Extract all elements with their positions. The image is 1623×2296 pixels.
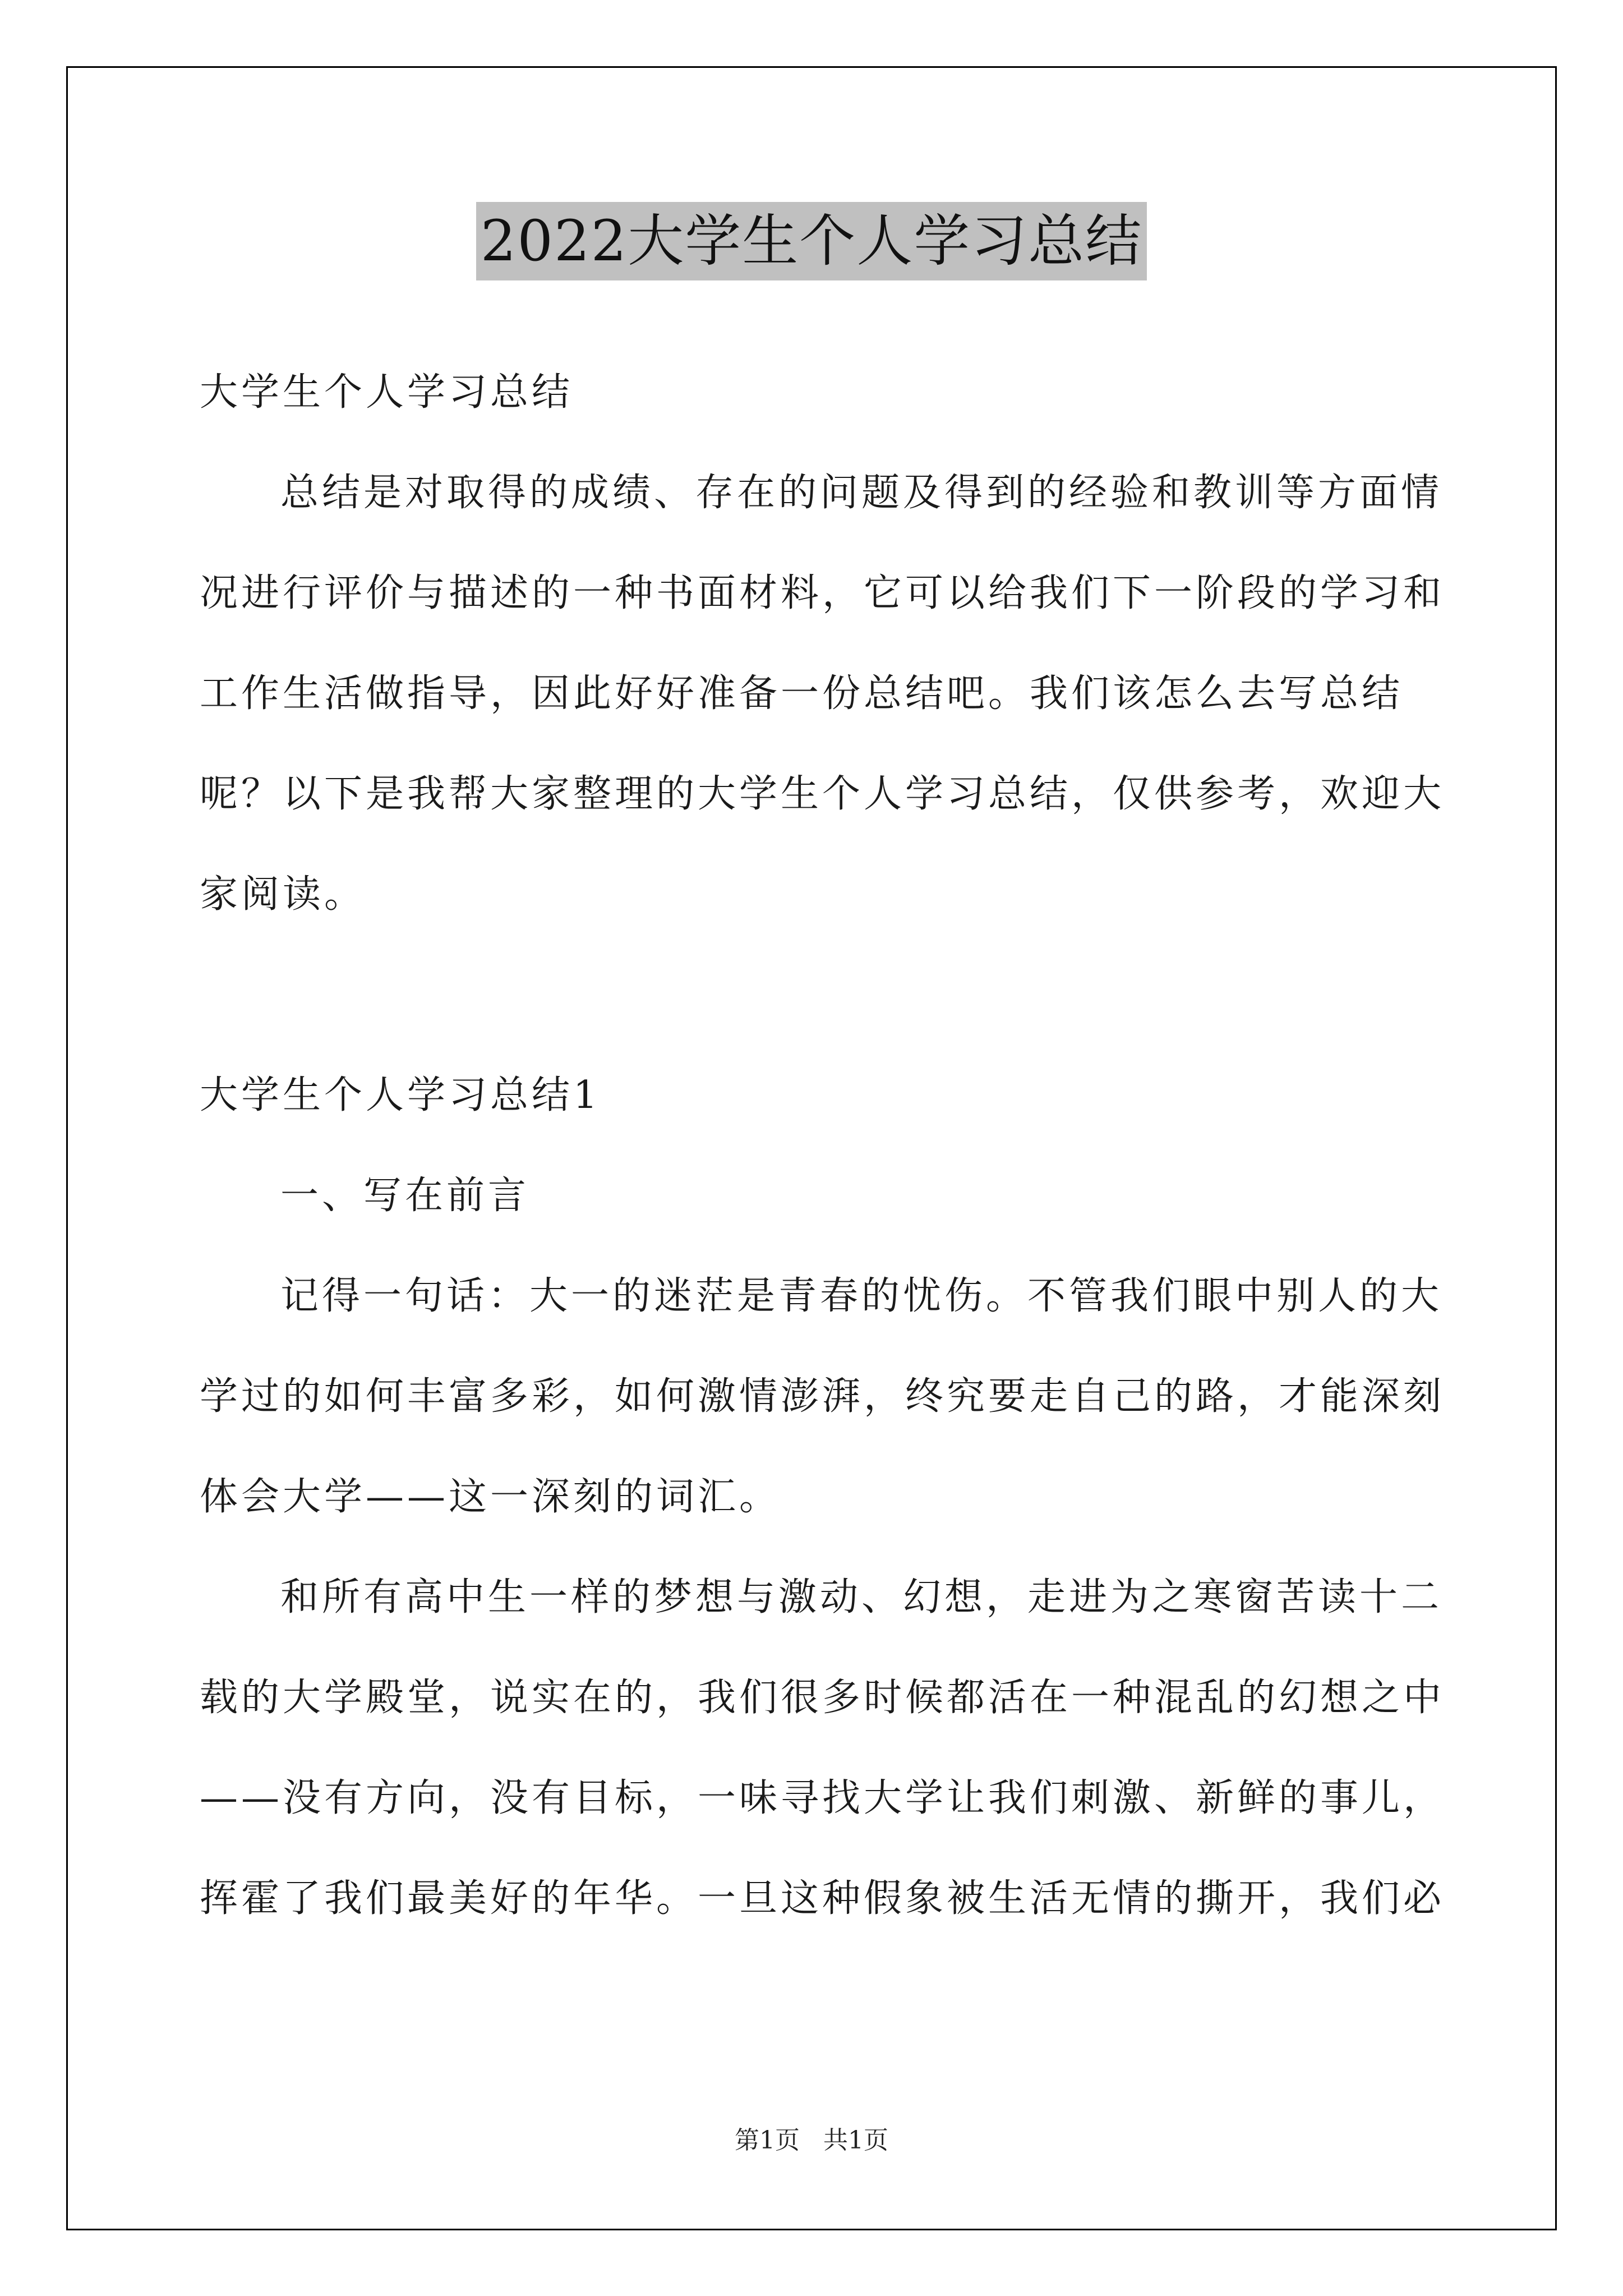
body-paragraph-1: 记得一句话：大一的迷茫是青春的忧伤。不管我们眼中别人的大学过的如何丰富多彩，如何激情澎湃，终究要走自己的路，才能深刻体会大学——这一深刻的词汇。 xyxy=(200,1274,1445,1519)
document-subtitle: 大学生个人学习总结 xyxy=(200,370,574,415)
subsection-heading: 一、写在前言 xyxy=(280,1174,530,1218)
document-body xyxy=(200,342,1456,1949)
document-title: 2022大学生个人学习总结 xyxy=(476,202,1147,280)
page-number-current: 第1页 xyxy=(735,2126,800,2155)
intro-paragraph: 总结是对取得的成绩、存在的问题及得到的经验和教训等方面情况进行评价与描述的一种书面材料，它可以给我们下一阶段的学习和工作生活做指导，因此好好准备一份总结吧。我们该怎么去写总结呢？以下是我帮大家整理的大学生个人学习总结，仅供参考，欢迎大家阅读。 xyxy=(200,471,1445,917)
section-heading: 大学生个人学习总结1 xyxy=(200,1073,601,1117)
paragraph-spacer xyxy=(200,945,1456,1045)
title-container xyxy=(0,202,1623,280)
page-number-total: 共1页 xyxy=(823,2126,888,2155)
body-paragraph-2: 和所有高中生一样的梦想与激动、幻想，走进为之寒窗苦读十二载的大学殿堂，说实在的，我们很多时候都活在一种混乱的幻想之中——没有方向，没有目标，一味寻找大学让我们刺激、新鲜的事儿，挥霍了我们最美好的年华。一旦这种假象被生活无情的撕开，我们必 xyxy=(200,1575,1445,1921)
page-footer xyxy=(0,2124,1623,2157)
